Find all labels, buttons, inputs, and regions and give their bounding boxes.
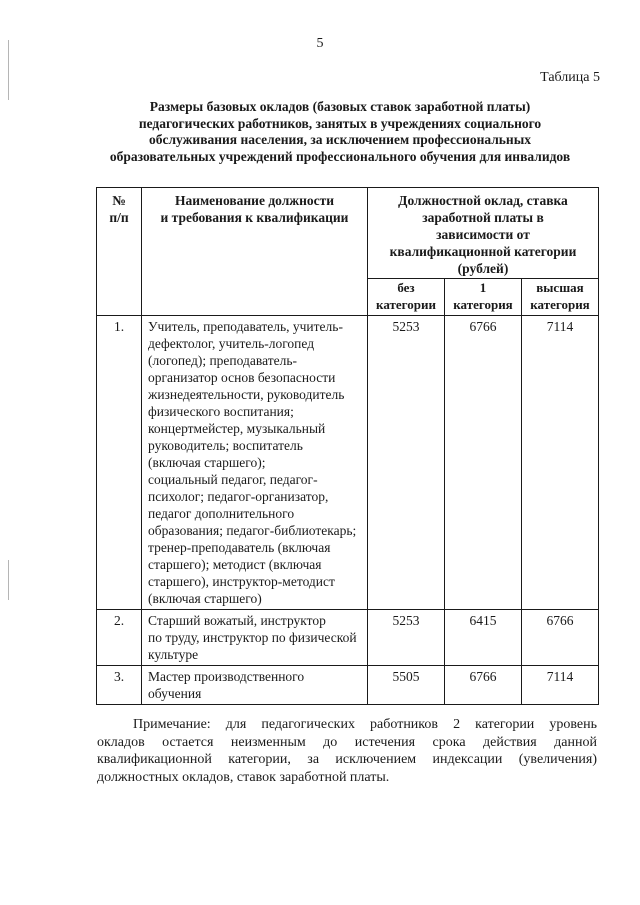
position-line: организатор основ безопасности xyxy=(148,370,336,385)
header-salary xyxy=(368,188,599,279)
position-line: Учитель, преподаватель, учитель- xyxy=(148,319,343,334)
position-cell xyxy=(142,666,368,705)
title-line: обслуживания населения, за исключением профессиональных xyxy=(148,132,531,147)
footnote-line: квалификационной категории, за исключением индексации (увеличения) xyxy=(97,752,597,767)
position-line: (включая старшего); xyxy=(148,455,266,470)
header-number-line: п/п xyxy=(109,210,129,225)
table-row xyxy=(97,316,599,610)
position-line: жизнедеятельности, руководитель xyxy=(148,387,345,402)
salary-highest-category: 7114 xyxy=(522,666,599,705)
header-salary-line: (рублей) xyxy=(457,261,509,276)
header-position-line: Наименование должности xyxy=(174,193,335,208)
table-row xyxy=(97,610,599,666)
salary-highest-category: 7114 xyxy=(522,316,599,610)
header-salary-line: заработной платы в xyxy=(422,210,544,225)
header-number xyxy=(97,188,142,316)
position-line: педагог дополнительного xyxy=(148,506,295,521)
footnote xyxy=(97,716,597,786)
position-line: дефектолог, учитель-логопед xyxy=(148,336,315,351)
document-title xyxy=(60,99,620,165)
position-line: старшего); методист (включая xyxy=(148,557,322,572)
title-line: педагогических работников, занятых в учреждениях социального xyxy=(138,115,542,131)
position-line: старшего), инструктор-методист xyxy=(148,574,335,589)
position-line: обучения xyxy=(148,686,202,701)
salary-no-category: 5505 xyxy=(368,666,445,705)
position-line: по труду, инструктор по физической xyxy=(148,630,357,645)
footnote-line: должностных окладов, ставок заработной платы. xyxy=(97,769,390,785)
position-line: (включая старшего) xyxy=(148,591,262,606)
header-category-first xyxy=(445,279,522,316)
position-line: Старший вожатый, инструктор xyxy=(148,613,326,628)
footnote-line: Примечание: для педагогических работников 2 категории уровень xyxy=(133,717,597,732)
table-label: Таблица 5 xyxy=(540,70,600,85)
margin-scan-mark xyxy=(8,560,9,600)
page-number: 5 xyxy=(316,36,324,51)
footnote-line: окладов остается неизменным до истечения срока действия данной xyxy=(97,734,597,750)
category-line: категория xyxy=(453,297,513,312)
salary-first-category: 6766 xyxy=(445,666,522,705)
header-salary-line: Должностной оклад, ставка xyxy=(398,193,568,208)
title-line: образовательных учреждений профессионального обучения для инвалидов xyxy=(109,148,571,164)
table-row xyxy=(97,666,599,705)
salary-highest-category: 6766 xyxy=(522,610,599,666)
position-line: руководитель; воспитатель xyxy=(148,438,303,453)
position-line: психолог; педагог-организатор, xyxy=(148,489,329,504)
salary-first-category: 6415 xyxy=(445,610,522,666)
position-line: тренер-преподаватель (включая xyxy=(148,540,331,555)
position-line: образования; педагог-библиотекарь; xyxy=(148,523,357,538)
category-line: 1 xyxy=(479,280,487,295)
position-line: концертмейстер, музыкальный xyxy=(148,421,326,436)
category-line: категория xyxy=(530,297,590,312)
position-line: социальный педагог, педагог- xyxy=(148,472,318,487)
position-line: физического воспитания; xyxy=(148,404,294,419)
position-line: (логопед); преподаватель- xyxy=(148,353,297,368)
position-line: культуре xyxy=(148,647,199,662)
header-category-highest xyxy=(522,279,599,316)
salary-table xyxy=(96,187,599,705)
position-cell xyxy=(142,610,368,666)
header-salary-line: зависимости от xyxy=(436,227,530,242)
header-category-none xyxy=(368,279,445,316)
category-line: без xyxy=(397,280,415,295)
row-number: 2. xyxy=(97,610,142,666)
row-number: 1. xyxy=(97,316,142,610)
position-line: Мастер производственного xyxy=(148,669,305,684)
header-number-line: № xyxy=(112,193,126,208)
salary-no-category: 5253 xyxy=(368,316,445,610)
salary-first-category: 6766 xyxy=(445,316,522,610)
table-header-row xyxy=(97,188,599,279)
position-cell xyxy=(142,316,368,610)
row-number: 3. xyxy=(97,666,142,705)
header-position xyxy=(142,188,368,316)
category-line: категории xyxy=(376,297,436,312)
title-line: Размеры базовых окладов (базовых ставок заработной платы) xyxy=(149,99,531,114)
salary-no-category: 5253 xyxy=(368,610,445,666)
category-line: высшая xyxy=(536,280,584,295)
header-position-line: и требования к квалификации xyxy=(160,210,349,225)
header-salary-line: квалификационной категории xyxy=(389,244,577,259)
